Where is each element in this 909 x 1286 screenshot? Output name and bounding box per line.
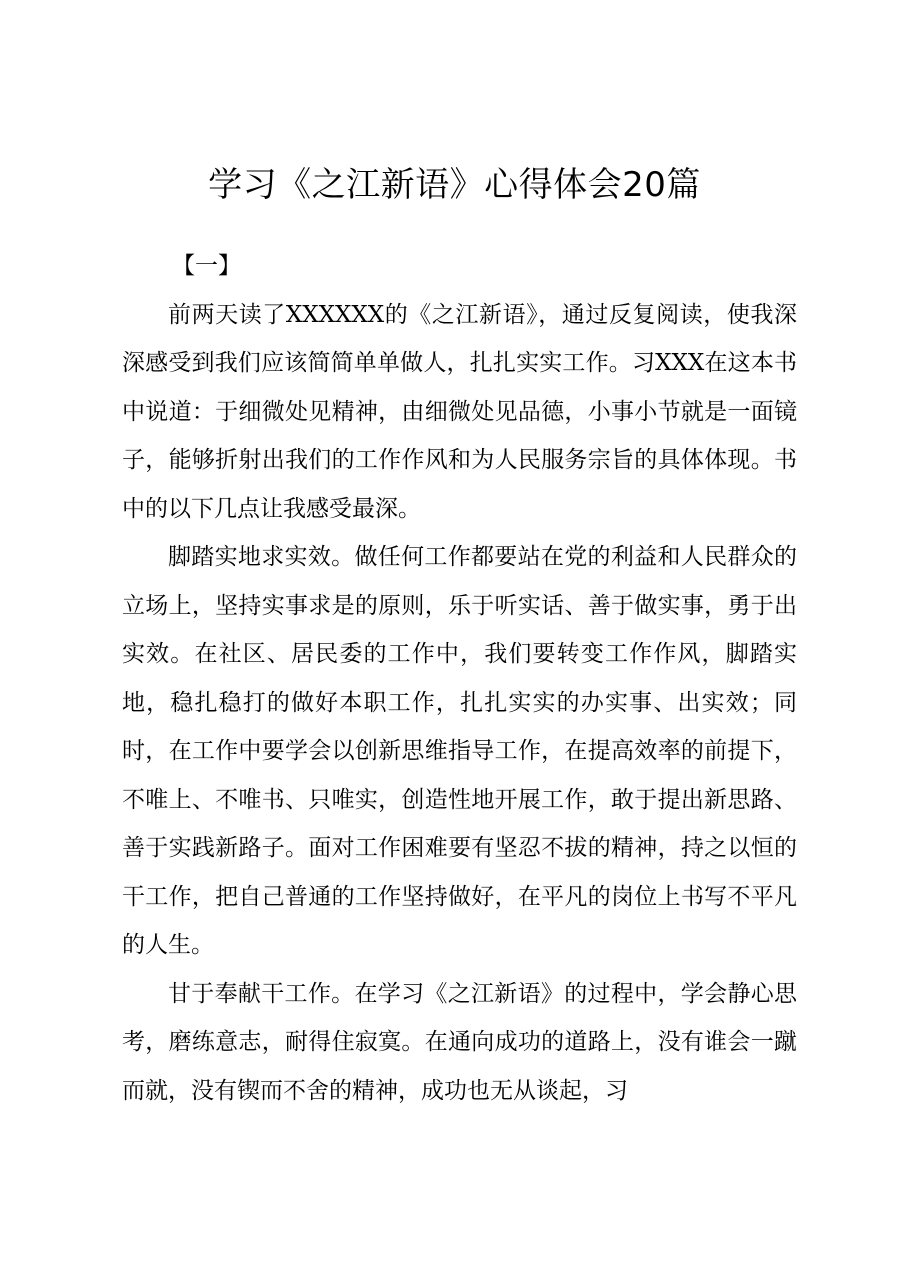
paragraph-3: 甘于奉献干工作。在学习《之江新语》的过程中，学会静心思考，磨练意志，耐得住寂寞。在通向成功的道路上，没有谁会一蹴而就，没有锲而不舍的精神，成功也无从谈起，习 [122,980,797,1104]
document-body [122,242,797,1115]
document-title: 学习《之江新语》心得体会20篇 [208,165,701,205]
section-heading: 【一】 [172,253,241,279]
paragraph-1: 前两天读了XXXXXX的《之江新语》，通过反复阅读，使我深深感受到我们应该简简单单做人，扎扎实实工作。习XXX在这本书中说道：于细微处见精神，由细微处见品德，小事小节就是一面镜子，能够折射出我们的工作作风和为人民服务宗旨的具体体现。书中的以下几点让我感受最深。 [122,301,797,522]
paragraph-2: 脚踏实地求实效。做任何工作都要站在党的利益和人民群众的立场上，坚持实事求是的原则，乐于听实话、善于做实事，勇于出实效。在社区、居民委的工作中，我们要转变工作作风，脚踏实地，稳扎稳打的做好本职工作，扎扎实实的办实事、出实效；同时，在工作中要学会以创新思维指导工作，在提高效率的前提下，不唯上、不唯书、只唯实，创造性地开展工作，敢于提出新思路、善于实践新路子。面对工作困难要有坚忍不拔的精神，持之以恒的干工作，把自己普通的工作坚持做好，在平凡的岗位上书写不平凡的人生。 [122,544,797,958]
